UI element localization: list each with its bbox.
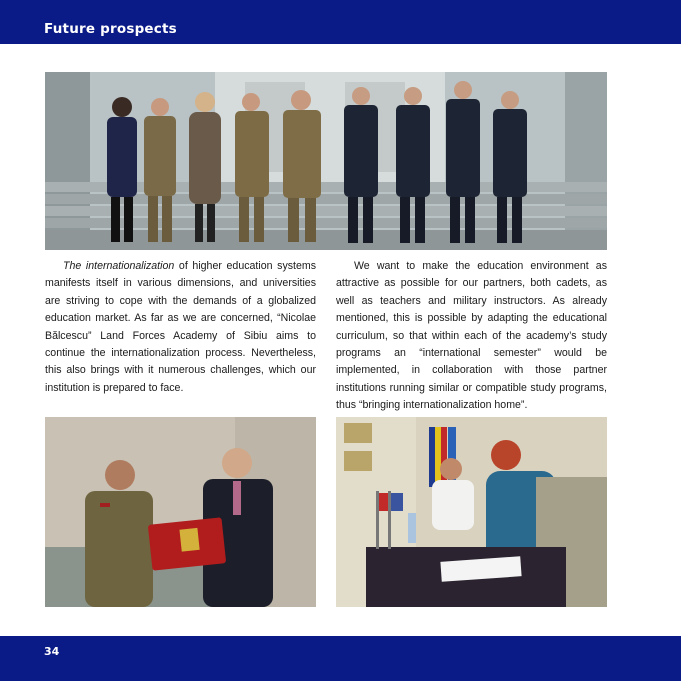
photo-agreement-signing	[336, 417, 607, 607]
presentation-box	[148, 517, 226, 570]
left-paragraph-body: of higher education systems manifests itself in various dimensions, and universities are striving to cope with the demands of a globalized education market. As far as we are concerned, “Nicolae Bălcescu” Land Forces Academy of Sibiu aims to continue the internationalization process. Nevertheless, this also brings with it numerous challenges, which our institution is prepared to face.	[45, 260, 316, 394]
group-photo-delegation	[45, 72, 607, 250]
italic-lead-term: The internationalization	[63, 260, 175, 272]
left-column-paragraph	[45, 258, 316, 397]
footer-band	[0, 636, 681, 681]
page-number: 34	[44, 645, 60, 658]
right-paragraph-body: We want to make the education environment as attractive as possible for our partners, both cadets, as well as teachers and military instructors. As already mentioned, this is possible by adapting the educational curriculum, so that within each of the academy’s study programs an “international semester” would be implemented, in collaboration with those partner institutions running similar or compatible study programs, thus “bringing internationalization home”.	[336, 260, 607, 412]
right-column-paragraph	[336, 258, 607, 415]
photo-gift-exchange	[45, 417, 316, 607]
section-title: Future prospects	[44, 21, 177, 37]
